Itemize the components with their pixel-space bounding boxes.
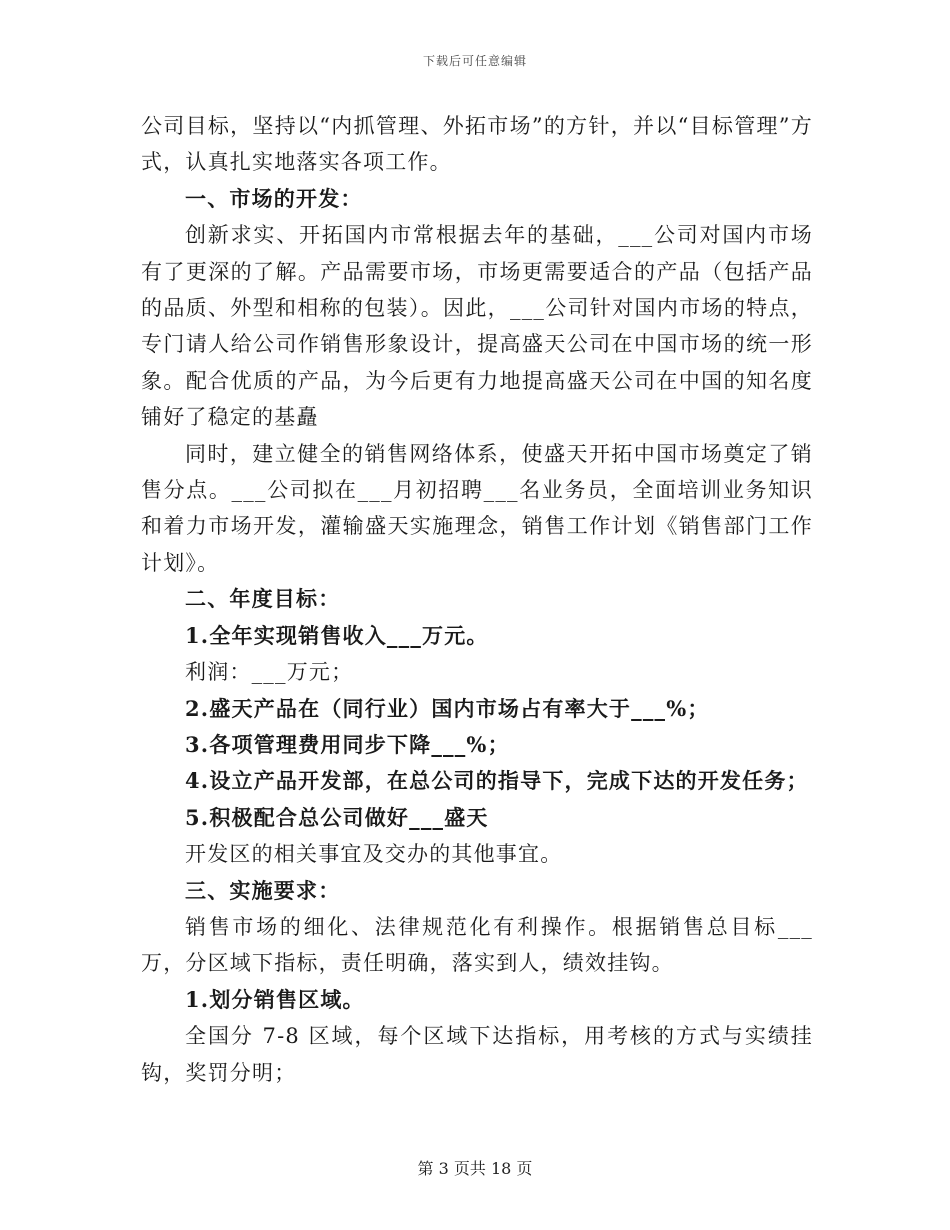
requirement-item-1: 1.划分销售区域。 [185,986,365,1012]
goal-item-5: 5.积极配合总公司做好___盛天 [185,804,489,830]
page-footer: 第 3 页共 18 页 [417,1159,533,1178]
section-heading-requirements: 三、实施要求： [185,877,341,903]
paragraph-regions: 全国分 7-8 区域，每个区域下达指标，用考核的方式与实绩挂钩，奖罚分明； [141,1024,813,1085]
page-header: 下载后可任意编辑 [422,54,527,68]
goal-item-1: 1.全年实现销售收入___万元。 [185,622,489,648]
paragraph-requirements: 销售市场的细化、法律规范化有利操作。根据销售总目标___万，分区域下指标，责任明确，落实到人，绩效挂钩。 [141,914,813,976]
goal-item-5-continued: 开发区的相关事宜及交办的其他事宜。 [185,842,563,867]
paragraph-sales-network: 同时，建立健全的销售网络体系，使盛天开拓中国市场奠定了销售分点。___公司拟在___月初招聘___名业务员，全面培训业务知识和着力市场开发，灌输盛天实施理念，销售工作计划《销售部门工作计划》。 [141,441,813,575]
goal-profit: 利润：___万元； [185,660,354,685]
paragraph-market-development: 创新求实、开拓国内市常根据去年的基础，___公司对国内市场有了更深的了解。产品需要市场，市场更需要适合的产品（包括产品的品质、外型和相称的包装）。因此，___公司针对国内市场的特点，专门请人给公司作销售形象设计，提高盛天公司在中国市场的统一形象。配合优质的产品，为今后更有力地提高盛天公司在中国的知名度铺好了稳定的基矗 [141,223,813,430]
goal-item-2: 2.盛天产品在（同行业）国内市场占有率大于___%； [185,695,710,721]
document-body [141,108,813,1091]
section-heading-market: 一、市场的开发： [185,185,363,211]
paragraph-intro: 公司目标，坚持以“内抓管理、外拓市场”的方针，并以“目标管理”方式，认真扎实地落实各项工作。 [141,114,813,175]
goal-item-3: 3.各项管理费用同步下降___%； [185,731,510,757]
goal-item-4: 4.设立产品开发部，在总公司的指导下，完成下达的开发任务； [185,768,809,794]
section-heading-annual-goals: 二、年度目标： [185,586,341,612]
